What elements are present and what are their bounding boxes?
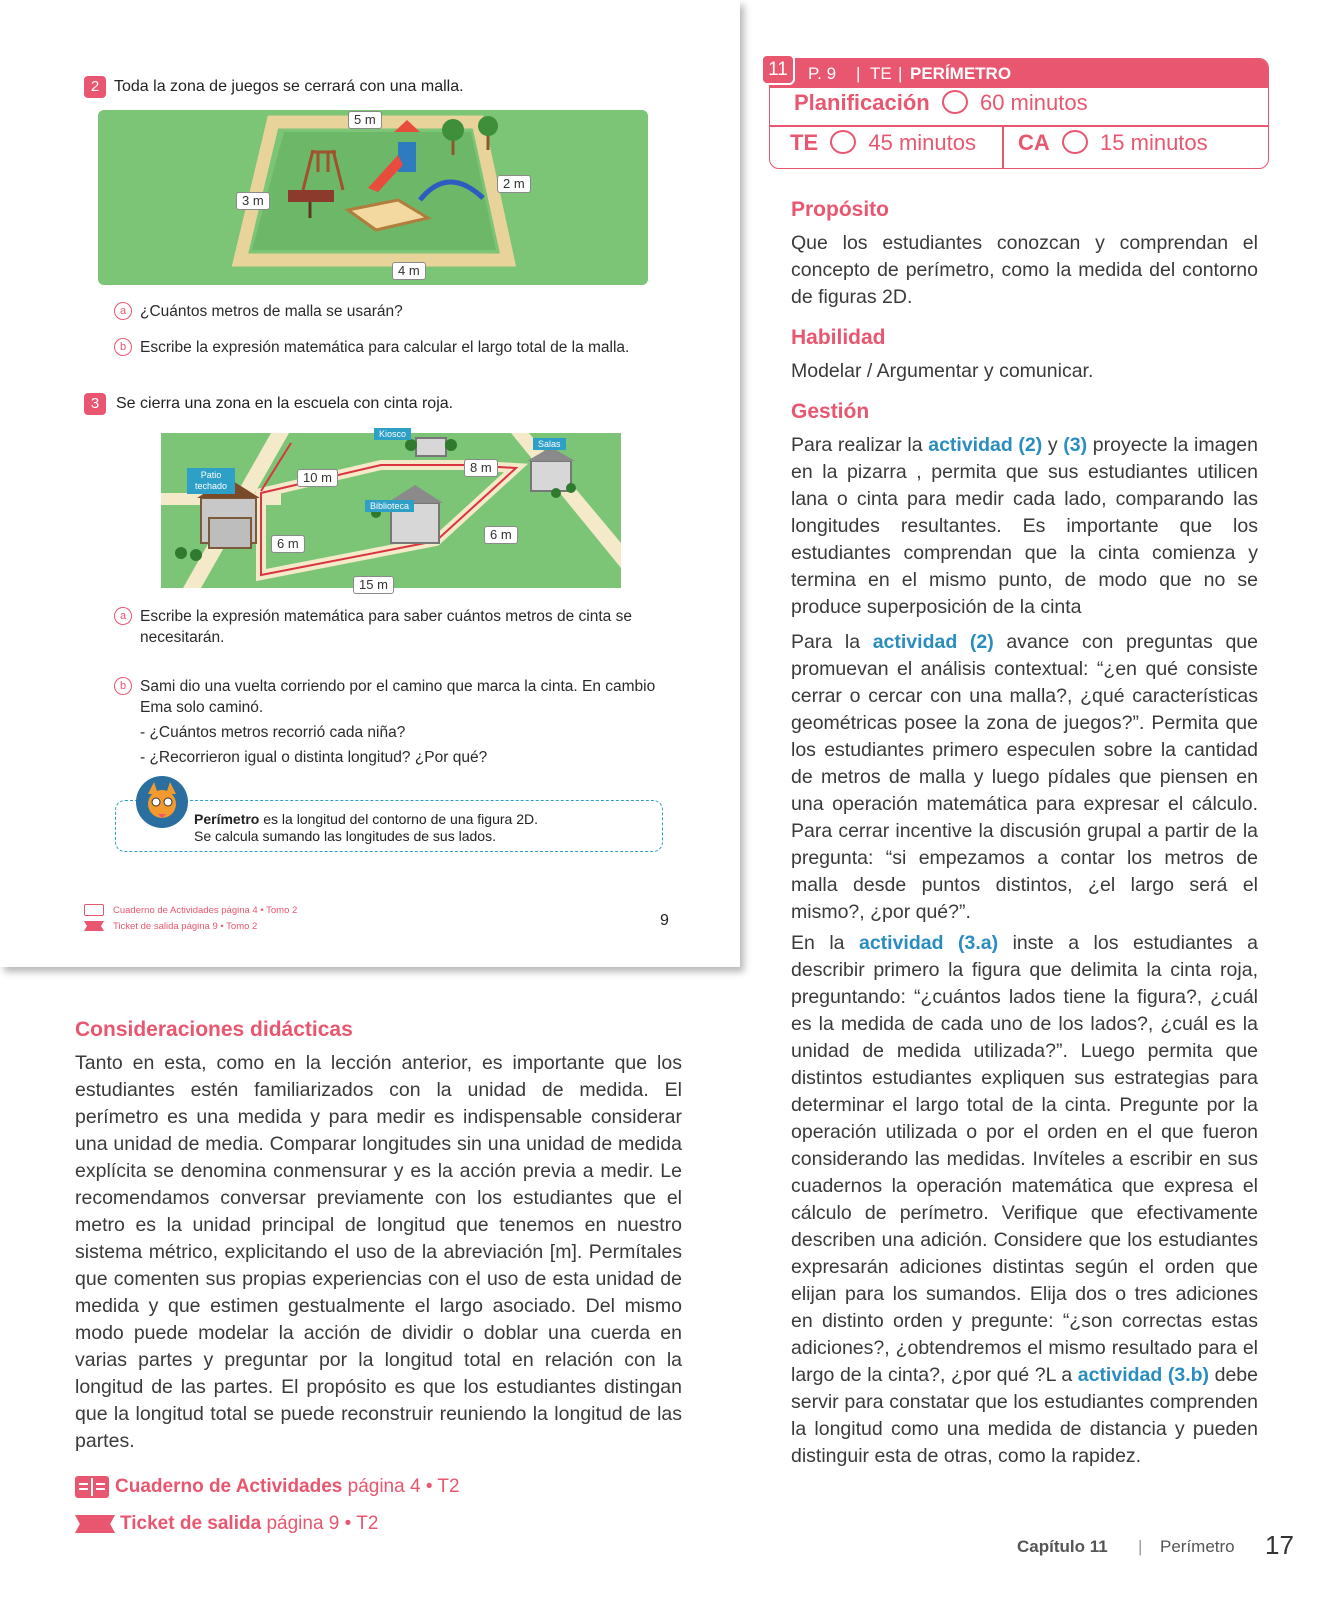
subquestion-2b-letter: b <box>114 338 132 356</box>
question-3-number: 3 <box>84 393 106 415</box>
lesson-header-box <box>769 58 1269 169</box>
planning-time: 60 minutos <box>979 90 1088 115</box>
map-measure-8m: 8 m <box>464 459 498 477</box>
gestion-title: Gestión <box>791 400 870 423</box>
book-icon <box>84 904 104 916</box>
definition-line-2: Se calcula sumando las longitudes de sus lados. <box>194 828 496 844</box>
ref-ticket-rest: página 9 • T2 <box>261 1513 379 1534</box>
subquestion-3b-text: Sami dio una vuelta corriendo por el camino que marca la cinta. En cambio Ema solo caminó. <box>140 678 656 716</box>
proposito-title: Propósito <box>791 198 889 221</box>
planning-label: Planificación <box>794 90 930 115</box>
ca-row <box>1018 130 1208 156</box>
footer-page-number: 17 <box>1265 1530 1294 1560</box>
subquestion-3a-letter: a <box>114 607 132 625</box>
gestion-p3-text-a: En la <box>791 932 859 954</box>
header-separator: | <box>856 64 861 83</box>
map-label-kiosco: Kiosco <box>374 428 411 440</box>
definition-term: Perímetro <box>194 811 260 827</box>
gestion-p1-text-c: proyecte la imagen en la pizarra , permita que sus estudiantes utilicen lana o cinta para medir cada lado, comparando las longitudes resultantes. Es importante que los estudiantes comprendan que la cinta comienza y termina en el mismo punto, de modo que no se produce superposición de la cinta <box>791 434 1258 618</box>
footer-chapter: Capítulo 11 <box>1017 1537 1108 1556</box>
te-time: 45 minutos <box>868 130 976 155</box>
measure-label-right: 2 m <box>497 175 531 193</box>
question-2-text: Toda la zona de juegos se cerrará con una malla. <box>114 78 464 95</box>
subquestion-3b-bullet-2: - ¿Recorrieron igual o distinta longitud? ¿Por qué? <box>140 749 488 766</box>
clock-icon <box>830 130 856 154</box>
gestion-p3-highlight-2: actividad (3.b) <box>1077 1364 1210 1386</box>
ref-cuaderno-rest: página 4 • T2 <box>342 1476 460 1497</box>
path-right <box>511 433 621 568</box>
clock-icon <box>942 90 968 114</box>
habilidad-text: Modelar / Argumentar y comunicar. <box>791 360 1094 382</box>
playground-illustration <box>98 110 648 285</box>
proposito-text: Que los estudiantes conozcan y comprendan el concepto de perímetro, como la medida del contorno de figuras 2D. <box>791 232 1258 308</box>
measure-label-top: 5 m <box>348 111 382 129</box>
map-label-salas: Salas <box>533 438 566 450</box>
header-divider-v <box>1002 125 1004 169</box>
footer-separator: | <box>1138 1537 1143 1556</box>
student-page-card <box>0 0 740 967</box>
definition-text <box>194 811 538 845</box>
map-label-biblioteca: Biblioteca <box>365 500 414 512</box>
te-label: TE <box>790 130 819 155</box>
gestion-p1-text-b: y <box>1042 434 1064 456</box>
header-separator-2: | <box>898 64 903 83</box>
kiosk-building-icon <box>416 438 446 456</box>
planning-row <box>794 90 1088 116</box>
footer-ref-ticket: Ticket de salida página 9 • Tomo 2 <box>113 921 258 932</box>
gestion-paragraph-3 <box>791 930 1258 1470</box>
map-measure-6m-right: 6 m <box>484 526 518 544</box>
header-te: TE <box>870 64 892 83</box>
gestion-p3-text-c: debe servir para constatar que los estudiantes comprenden la longitud como una medida de distancia y pueden distinguir esta de otras, como la rapidez. <box>791 1364 1258 1467</box>
book-icon <box>75 1476 109 1498</box>
ticket-icon <box>75 1515 115 1533</box>
measure-label-bottom: 4 m <box>392 262 426 280</box>
gestion-paragraph-1 <box>791 432 1258 621</box>
definition-line-1: es la longitud del contorno de una figura 2D. <box>259 811 538 827</box>
header-page: P. 9 <box>808 64 837 83</box>
definition-callout <box>115 800 663 852</box>
gestion-p3-text-b: inste a los estudiantes a describir primero la figura que delimita la cinta roja, preguntando: “¿cuántos lados tiene la figura?, ¿cuál es la medida de cada uno de los lados?, ¿cuál es la unidad de medida utilizada?”. Luego permita que distintos estudiantes expliquen sus estrategias para determinar el largo total de la cinta. Pregunte por la operación utilizada o por el orden en el que fueron considerando las medidas. Invíteles a escribir en sus cuadernos la operación matemática que expresa el cálculo de perímetro. Verifique que efectivamente describen una adición. Considere que los estudiantes expresarán adiciones distintas según el orden que elijan para los sumandos. Elija dos o tres adiciones en distinto orden y pregunte: “¿son correctas estas adiciones?, ¿obtendremos el mismo resultado para el largo de la cinta?, ¿por qué ?L a <box>791 932 1259 1386</box>
ref-cuaderno <box>115 1476 460 1498</box>
subquestion-2a-text: ¿Cuántos metros de malla se usarán? <box>140 303 403 320</box>
ticket-icon <box>84 921 104 931</box>
library-building-icon <box>387 485 443 543</box>
footer-topic: Perímetro <box>1160 1537 1235 1556</box>
gestion-p2-text-b: avance con preguntas que promuevan el análisis contextual: “¿en qué consiste cerrar o cercar con una malla?, ¿qué características geométricas posee la zona de juegos?”. Permita que los estudiantes primero especulen sobre la cantidad de metros de malla y luego pídales que piensen en una operación matemática para expresar el cálculo. Para cerrar incentive la discusión grupal a partir de la pregunta: “si empezamos a contar los metros de malla desde puntos distintos, ¿el largo será el mismo?, ¿por qué?”. <box>791 631 1258 923</box>
map-measure-6m-left: 6 m <box>271 535 305 553</box>
map-measure-10m: 10 m <box>297 469 338 487</box>
student-page-number: 9 <box>660 912 669 929</box>
habilidad-title: Habilidad <box>791 326 886 349</box>
te-row <box>790 130 976 156</box>
ref-cuaderno-bold: Cuaderno de Actividades <box>115 1476 343 1497</box>
footer-ref-cuaderno: Cuaderno de Actividades página 4 • Tomo 2 <box>113 905 298 916</box>
subquestion-2a-letter: a <box>114 302 132 320</box>
lesson-header-bar <box>770 59 1268 88</box>
gestion-p2-text-a: Para la <box>791 631 873 653</box>
clock-icon <box>1062 130 1088 154</box>
subquestion-2b-text: Escribe la expresión matemática para calcular el largo total de la malla. <box>140 339 630 356</box>
gestion-p3-highlight-1: actividad (3.a) <box>858 932 999 954</box>
map-measure-15m: 15 m <box>353 576 394 594</box>
subquestion-3b-letter: b <box>114 677 132 695</box>
consideraciones-title: Consideraciones didácticas <box>75 1018 353 1041</box>
gestion-p2-highlight: actividad (2) <box>872 631 994 653</box>
consideraciones-text: Tanto en esta, como en la lección anterior, es importante que los estudiantes estén familiarizados con la unidad de medida. El perímetro es una medida y para medir es indispensable considerar una unidad de media. Comparar longitudes sin una unidad de medida explícita se denomina conmensurar y es la acción previa a medir. Le recomendamos conversar previamente con los estudiantes que el metro es la unidad principal de longitud que tenemos en nuestro sistema métrico, explicitando el uso de la abreviación [m]. Permítales que comenten sus propias experiencias con el uso de esta unidad de medida y que estimen gestualmente el largo asociado. Del mismo modo puede modelar la acción de dividir o doblar una cuerda en varias partes y preguntar por la longitud total en relación con la longitud de las partes. El propósito es que los estudiantes distingan que la longitud total se puede reconstruir reuniendo la longitud de las partes. <box>75 1052 682 1452</box>
question-2-number: 2 <box>84 76 106 98</box>
map-label-patio: Patio techado <box>187 468 235 494</box>
header-divider-h <box>770 125 1268 127</box>
gestion-p1-highlight-1: actividad (2) <box>928 434 1043 456</box>
ca-time: 15 minutos <box>1100 130 1208 155</box>
gestion-paragraph-2 <box>791 629 1258 926</box>
subquestion-3a-text: Escribe la expresión matemática para saber cuántos metros de cinta se necesitarán. <box>140 608 632 646</box>
ca-label: CA <box>1018 130 1050 155</box>
header-topic: PERÍMETRO <box>910 64 1012 83</box>
lesson-number-badge: 11 <box>761 54 795 85</box>
gestion-p1-highlight-2: (3) <box>1063 434 1088 456</box>
ref-ticket-bold: Ticket de salida <box>120 1513 262 1534</box>
measure-label-left: 3 m <box>236 192 270 210</box>
subquestion-3b-bullet-1: - ¿Cuántos metros recorrió cada niña? <box>140 724 406 741</box>
playground-drawing <box>98 110 648 285</box>
question-3-text: Se cierra una zona en la escuela con cinta roja. <box>116 395 454 412</box>
gestion-p1-text-a: Para realizar la <box>791 434 929 456</box>
fox-mascot-icon <box>136 776 188 828</box>
ref-ticket <box>120 1513 378 1535</box>
